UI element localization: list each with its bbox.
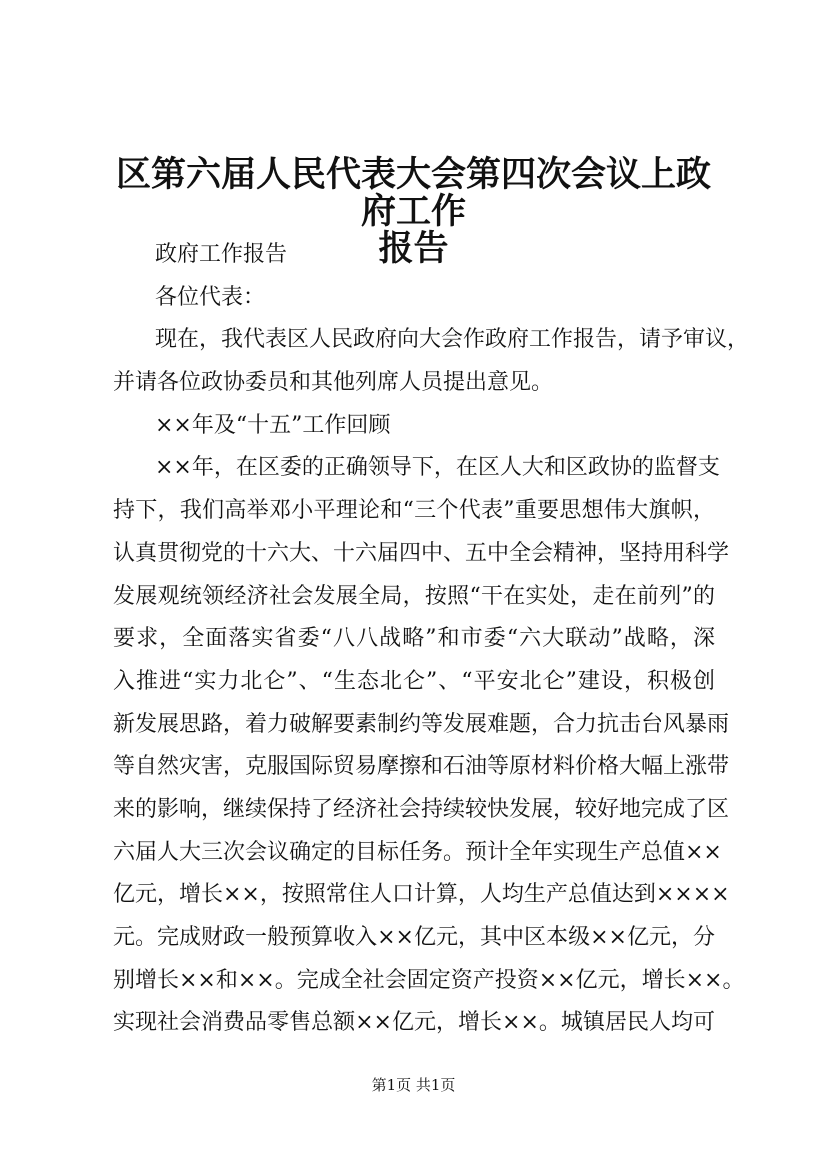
page-footer: 第1页 共1页 bbox=[371, 1076, 456, 1094]
paragraph-line: 六届人大三次会议确定的目标任务。预计全年实现生产总值×× bbox=[113, 839, 722, 865]
paragraph-line: 实现社会消费品零售总额××亿元，增长××。城镇居民人均可 bbox=[113, 1010, 715, 1036]
paragraph-line: 入推进“实力北仑”、“生态北仑”、“平安北仑”建设，积极创 bbox=[113, 668, 715, 694]
paragraph-line: 新发展思路，着力破解要素制约等发展难题，合力抗击台风暴雨 bbox=[113, 711, 730, 737]
paragraph-line: 发展观统领经济社会发展全局，按照“干在实处，走在前列”的 bbox=[113, 583, 715, 609]
paragraph-line: 并请各位政协委员和其他列席人员提出意见。 bbox=[113, 370, 554, 396]
title-line: 报告 bbox=[378, 228, 449, 269]
title-line: 区第六届人民代表大会第四次会议上政府工作 bbox=[115, 154, 711, 232]
paragraph-line: 政府工作报告 bbox=[155, 242, 288, 267]
paragraph-line: 各位代表： bbox=[155, 284, 266, 310]
paragraph-line: 要求，全面落实省委“八八战略”和市委“六大联动”战略，深 bbox=[113, 626, 715, 652]
paragraph-line: 等自然灾害，克服国际贸易摩擦和石油等原材料价格大幅上涨带 bbox=[113, 754, 730, 780]
paragraph-line: ××年及“十五”工作回顾 bbox=[155, 412, 391, 438]
paragraph-line: 持下，我们高举邓小平理论和“三个代表”重要思想伟大旗帜， bbox=[113, 498, 715, 524]
paragraph-line: 元。完成财政一般预算收入××亿元，其中区本级××亿元，分 bbox=[113, 925, 715, 950]
document-body bbox=[113, 234, 750, 1045]
paragraph-line: 亿元，增长××，按照常住人口计算，人均生产总值达到×××× bbox=[113, 882, 730, 908]
paragraph-line: 来的影响，继续保持了经济社会持续较快发展，较好地完成了区 bbox=[113, 796, 730, 822]
paragraph-line: 认真贯彻党的十六大、十六届四中、五中全会精神，坚持用科学 bbox=[113, 540, 730, 566]
paragraph-line: 现在，我代表区人民政府向大会作政府工作报告，请予审议， bbox=[155, 327, 750, 353]
paragraph-line: 别增长××和××。完成全社会固定资产投资××亿元，增长××。 bbox=[113, 967, 745, 993]
paragraph-line: ××年，在区委的正确领导下，在区人大和区政协的监督支 bbox=[155, 455, 720, 481]
